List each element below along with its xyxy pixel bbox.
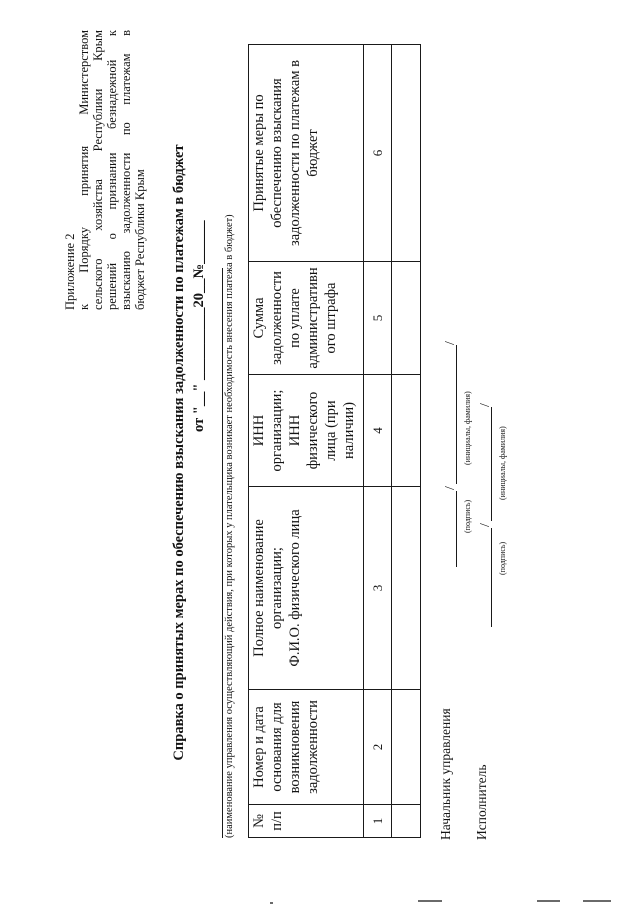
header-cell-name: Полное наименование организации; Ф.И.О. физического лица (249, 487, 364, 690)
organization-blank-line (222, 268, 223, 838)
signature-caption: (подпись) (463, 499, 472, 533)
signature-slash: / (443, 341, 458, 345)
column-number-cell: 6 (364, 45, 392, 262)
column-number-cell: 3 (364, 487, 392, 690)
signature-caption: (подпись) (498, 541, 507, 575)
signature-line (491, 528, 492, 627)
document-title: Справка о принятых мерах по обеспечению взыскания задолженности по платежам в бюджет (171, 144, 187, 761)
table-data-cell (392, 487, 421, 690)
table-row (392, 45, 421, 838)
table-data-cell (392, 375, 421, 487)
header-cell-basis: Номер и дата основания для возникновения задолженности (249, 690, 364, 805)
name-line (456, 345, 457, 484)
signature-slash: / (478, 403, 493, 407)
column-number-cell: 5 (364, 262, 392, 375)
signature-role-executor: Исполнитель (474, 764, 489, 840)
header-cell-amount: Сумма задолженности по уплате административн ого штрафа (249, 262, 364, 375)
header-cell-measures: Принятые меры по обеспечению взыскания задолженности по платежам в бюджет (249, 45, 364, 262)
table-data-cell (392, 262, 421, 375)
annex-line: взысканию задолженности по платежам в (119, 30, 133, 310)
organization-caption: (наименование управления осуществляющий действия, при которых у плательщика возникает необходимость внесения платежа в бюджет) (224, 214, 235, 838)
name-caption: (инициалы, фамилия) (463, 391, 472, 465)
signature-slash: / (478, 523, 493, 527)
name-line (491, 407, 492, 521)
column-number-cell: 1 (364, 805, 392, 838)
date-number-line: от "__" __________20__№______ (191, 220, 207, 432)
table-data-cell (392, 805, 421, 838)
annex-title: Приложение 2 (63, 233, 77, 310)
header-cell-inn: ИНН организации; ИНН физического лица (при наличии) (249, 375, 364, 487)
debt-measures-table (248, 44, 421, 838)
annex-line: к Порядку принятия Министерством (77, 30, 91, 310)
column-number-cell: 4 (364, 375, 392, 487)
table-data-cell (392, 45, 421, 262)
name-caption: (инициалы, фамилия) (498, 426, 507, 500)
table-header-row (249, 45, 364, 838)
scan-mark (418, 900, 442, 902)
scan-mark (583, 900, 611, 902)
column-number-row (364, 45, 392, 838)
annex-line: решений о признании безнадежной к (105, 30, 119, 310)
annex-block (63, 30, 147, 310)
annex-line: сельского хозяйства Республики Крым (91, 30, 105, 310)
column-number-cell: 2 (364, 690, 392, 805)
table-data-cell (392, 690, 421, 805)
annex-line: бюджет Республики Крым (133, 169, 147, 310)
signature-role-head: Начальник управления (438, 708, 453, 840)
signature-slash: / (443, 486, 458, 490)
signature-line (456, 491, 457, 567)
scan-mark (270, 902, 273, 904)
header-cell-number: № п/п (249, 805, 364, 838)
scan-mark (537, 900, 560, 902)
